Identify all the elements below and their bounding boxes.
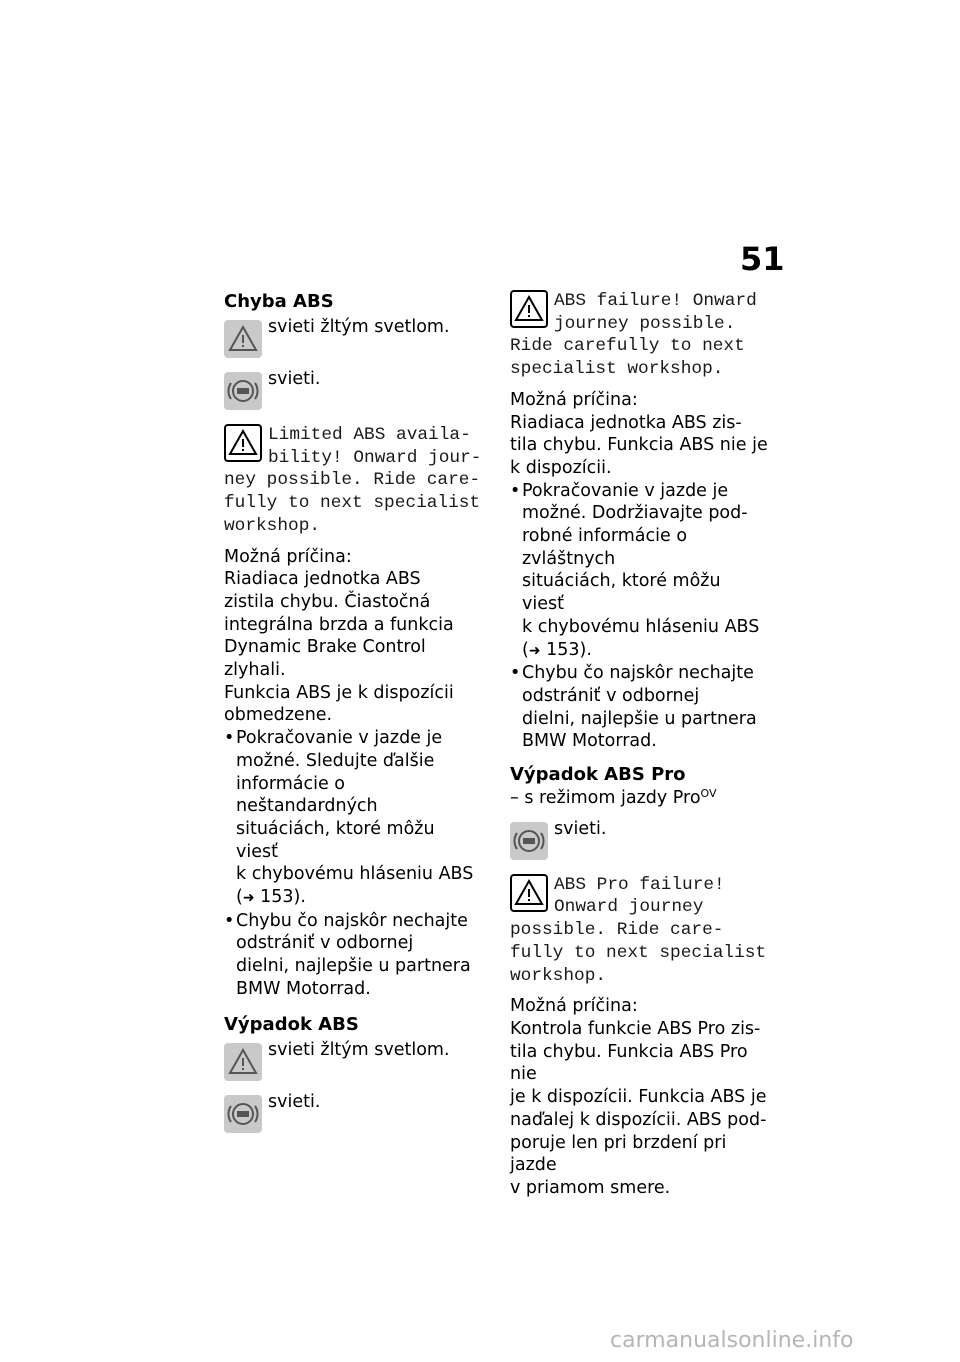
list-item-text: Chybu čo najskôr nechajte odstrániť v odbornej dielni, najlepšie u partnera BMW Motorrad. (522, 663, 757, 752)
indicator-row-abs (224, 368, 482, 410)
page-reference[interactable]: 153). (260, 887, 306, 908)
right-column (510, 290, 768, 1200)
display-message-row (224, 424, 482, 469)
warning-triangle-icon (224, 1043, 262, 1081)
cause-label: Možná príčina: (510, 389, 638, 410)
arrow-ref-icon: ➜ (242, 890, 255, 907)
display-message-text: Limited ABS availa- bility! Onward jour- (268, 425, 482, 468)
display-message-row (510, 290, 768, 335)
warning-triangle-icon (224, 320, 262, 358)
list-item: • Pokračovanie v jazde je možné. Dodržiavajte pod- robné informácie o zvláštnych situáciách, ktoré môžu viesť k chybovému hláseniu ABS (➜ 153). (510, 480, 768, 663)
warning-triangle-icon (224, 424, 262, 462)
indicator-text: svieti. (554, 818, 607, 839)
display-message-text: ABS Pro failure! Onward journey (554, 874, 725, 918)
page-reference[interactable]: 153). (546, 639, 592, 660)
arrow-ref-icon: ➜ (528, 642, 541, 659)
cause-label: Možná príčina: (510, 996, 638, 1017)
section-title-chyba-abs: Chyba ABS (224, 291, 334, 312)
list-item-text: Pokračovanie v jazde je možné. Sledujte ďalšie informácie o neštandardných situáciách, ktoré môžu viesť k chybovému hláseniu ABS (236, 728, 474, 885)
subtitle-text: – s režimom jazdy Pro (510, 788, 701, 809)
cause-label: Možná príčina: (224, 546, 352, 567)
display-message-row (510, 874, 768, 919)
list-item-text: Chybu čo najskôr nechajte odstrániť v odbornej dielni, najlepšie u partnera BMW Motorrad. (236, 910, 471, 999)
display-message-block (510, 290, 768, 381)
display-message-text-cont: Ride carefully to next specialist workshop. (510, 336, 745, 380)
advice-list (510, 480, 768, 753)
indicator-text: svieti žltým svetlom. (268, 1039, 450, 1060)
section-title-vypadok-abs: Výpadok ABS (224, 1013, 359, 1035)
abs-icon (510, 822, 548, 860)
indicator-text: svieti. (268, 1091, 321, 1112)
cause-text: Riadiaca jednotka ABS zistila chybu. Čiastočná integrálna brzda a funkcia Dynamic Brake Control zlyhali. Funkcia ABS je k dispozícii obmedzene. (224, 569, 454, 726)
list-item-text: Pokračovanie v jazde je možné. Dodržiavajte pod- robné informácie o zvláštnych situáciách, ktoré môžu viesť k chybovému hláseniu ABS (522, 480, 760, 637)
display-message-text-cont: possible. Ride care- fully to next specialist workshop. (510, 920, 767, 986)
cause-text: Kontrola funkcie ABS Pro zis- tila chybu. Funkcia ABS Pro nie je k dispozícii. Funkcia ABS je naďalej k dispozícii. ABS pod- poruje len pri brzdení pri jazde v priamom smere. (510, 1018, 767, 1198)
display-message-text: ABS failure! Onward journey possible. (554, 291, 757, 334)
warning-triangle-icon (510, 874, 548, 912)
cause-text: Riadiaca jednotka ABS zis- tila chybu. Funkcia ABS nie je k dispozícii. (510, 412, 768, 478)
indicator-text: svieti žltým svetlom. (268, 317, 450, 337)
indicator-text: svieti. (268, 369, 321, 389)
list-item: • Pokračovanie v jazde je možné. Sledujte ďalšie informácie o neštandardných situáciách, ktoré môžu viesť k chybovému hláseniu ABS (➜ 153). (224, 727, 482, 910)
abs-icon (224, 1095, 262, 1133)
warning-triangle-icon (510, 290, 548, 328)
section-title-vypadok-abs-pro: Výpadok ABS Pro (510, 764, 686, 786)
list-item (510, 662, 768, 753)
display-message-block (510, 874, 768, 988)
section-subtitle (510, 787, 768, 810)
footer-watermark: carmanualsonline.info (610, 1328, 854, 1353)
list-item (224, 910, 482, 1001)
advice-list (224, 727, 482, 1000)
page-number: 51 (740, 240, 785, 278)
indicator-row-warning (224, 1039, 482, 1081)
display-message-block (224, 424, 482, 538)
display-message-text-cont: ney possible. Ride care- fully to next specialist workshop. (224, 470, 481, 536)
left-column (224, 290, 482, 1133)
indicator-row-abs (224, 1091, 482, 1133)
abs-icon (224, 372, 262, 410)
indicator-row-warning (224, 316, 482, 358)
indicator-row-abs (510, 818, 768, 860)
option-superscript: OV (700, 787, 717, 801)
